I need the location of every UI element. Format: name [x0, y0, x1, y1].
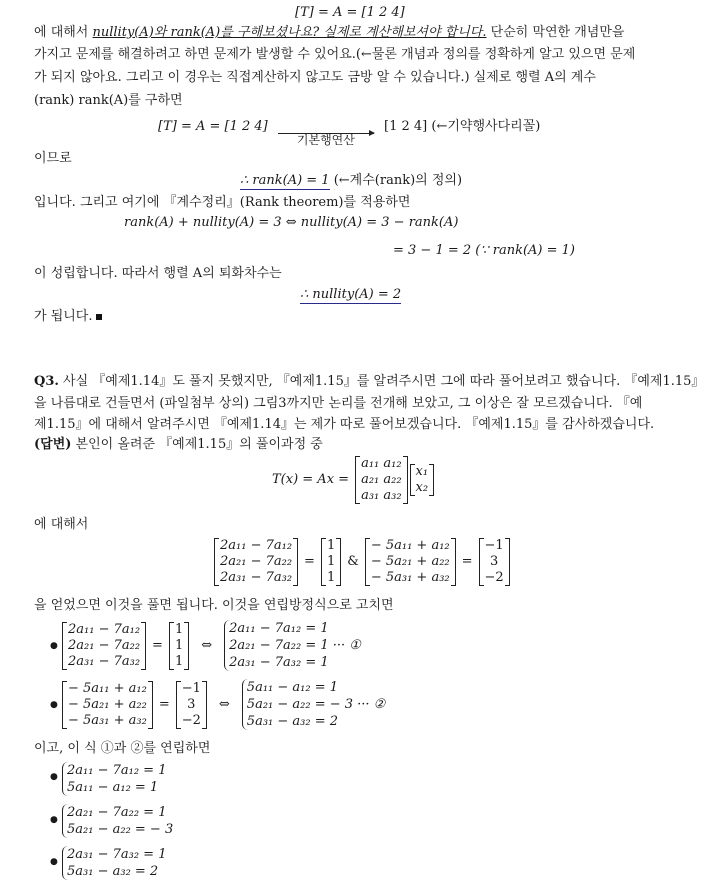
- arrow-label: 기본행연산: [296, 132, 355, 147]
- question-line: Q3. 사실 『예제1.14』도 풀지 못했지만, 『예제1.15』를 알려주시면 그에 따라 풀어보려고 했습니다. 『예제1.15』: [34, 374, 705, 389]
- nullity-result: ∴ nullity(A) = 2: [300, 287, 402, 302]
- bullet-icon: ●: [50, 815, 58, 825]
- matrix-m2: − 5a₁₁ + a₁₂ − 5a₂₁ + a₂₂ − 5a₃₁ + a₃₂: [365, 538, 456, 586]
- pair-system-two: 2a₂₁ − 7a₂₂ = 1 5a₂₁ − a₂₂ = − 3: [62, 804, 173, 838]
- vector-v1: 1 1 1: [169, 622, 189, 670]
- row-reduction-equation: [T] = A = [1 2 4] 기본행연산 [1 2 4] (←기약행사다리꼴): [158, 119, 541, 147]
- vector-v2: −1 3 −2: [176, 681, 207, 729]
- vector-v2: −1 3 −2: [479, 538, 510, 586]
- bullet-icon: ●: [50, 641, 58, 651]
- paragraph-line: 가 됩니다.: [34, 308, 102, 326]
- top-equation: [T] = A = [1 2 4]: [295, 5, 405, 20]
- paragraph-line: 을 얻었으면 이것을 풀면 됩니다. 이것을 연립방정식으로 고치면: [34, 598, 394, 613]
- system-two: − 5a₁₁ + a₁₂ − 5a₂₁ + a₂₂ − 5a₃₁ + a₃₂ = −1 3 −2 ⇔ 5a₁₁ − a₁₂ = 1 5a₂₁ − a₂₂ = − 3 ··· ② 5a₃₁ − a₃₂ = 2: [62, 679, 385, 730]
- system-one: 2a₁₁ − 7a₁₂ 2a₂₁ − 7a₂₂ 2a₃₁ − 7a₃₂ = 1 1 1 ⇔ 2a₁₁ − 7a₁₂ = 1 2a₂₁ − 7a₂₂ = 1 ··· ① 2a₃₁ − 7a₃₂ = 1: [62, 620, 361, 671]
- bullet-icon: ●: [50, 700, 58, 710]
- vector-v1: 1 1 1: [321, 538, 341, 586]
- bullet-icon: ●: [50, 772, 58, 782]
- equation-system: 2a₁₁ − 7a₁₂ = 1 2a₂₁ − 7a₂₂ = 1 ··· ① 2a₃₁ − 7a₃₂ = 1: [224, 620, 361, 671]
- pair-system-one: 2a₁₁ − 7a₁₂ = 1 5a₁₁ − a₁₂ = 1: [62, 762, 166, 796]
- end-mark-icon: [96, 314, 102, 320]
- paragraph-line: 입니다. 그리고 여기에 『계수정리』(Rank theorem)를 적용하면: [34, 195, 411, 210]
- rank-result: ∴ rank(A) = 1 (←계수(rank)의 정의): [240, 173, 463, 188]
- vector-x: x₁ x₂: [410, 464, 435, 496]
- pair-system-three: 2a₃₁ − 7a₃₂ = 1 5a₃₁ − a₃₂ = 2: [62, 846, 166, 880]
- paragraph-line: 에 대해서: [34, 517, 89, 532]
- matrix-equations: 2a₁₁ − 7a₁₂ 2a₂₁ − 7a₂₂ 2a₃₁ − 7a₃₂ = 1 1 1 & − 5a₁₁ + a₁₂ − 5a₂₁ + a₂₂ − 5a₃₁ + a₃₂ = −1 3 −2: [214, 538, 510, 586]
- q3-label: Q3.: [34, 374, 59, 389]
- matrix-m2: − 5a₁₁ + a₁₂ − 5a₂₁ + a₂₂ − 5a₃₁ + a₃₂: [62, 681, 153, 729]
- equation-system: 5a₁₁ − a₁₂ = 1 5a₂₁ − a₂₂ = − 3 ··· ② 5a₃₁ − a₃₂ = 2: [242, 679, 386, 730]
- answer-line: (답변) 본인이 올려준 『예제1.15』의 풀이과정 중: [34, 437, 323, 452]
- paragraph-line: 이 성립합니다. 따라서 행렬 A의 퇴화차수는: [34, 266, 282, 281]
- transform-equation: T(x) = Ax = a₁₁ a₁₂ a₂₁ a₂₂ a₃₁ a₃₂ x₁ x₂: [272, 456, 434, 504]
- paragraph-line: 가 되지 않아요. 그리고 이 경우는 직접계산하지 않고도 금방 알 수 있습니다.) 실제로 행렬 A의 계수: [34, 70, 596, 85]
- question-line: 을 나름대로 건들면서 (파일첨부 상의) 그림3까지만 논리를 전개해 보았고, 그 이상은 잘 모르겠습니다. 『예: [34, 396, 643, 411]
- right-arrow-icon: [278, 133, 374, 134]
- bullet-icon: ●: [50, 857, 58, 867]
- paragraph-line: 에 대해서 nullity(A)와 rank(A)를 구해보셨나요? 실제로 계산해보셔야 합니다. 단순히 막연한 개념만을: [34, 25, 625, 40]
- rank-theorem-result: = 3 − 1 = 2 (∵ rank(A) = 1): [393, 243, 576, 258]
- matrix-m1: 2a₁₁ − 7a₁₂ 2a₂₁ − 7a₂₂ 2a₃₁ − 7a₃₂: [62, 622, 146, 670]
- rank-theorem-equation: rank(A) + nullity(A) = 3 ⇔ nullity(A) = 3 − rank(A): [124, 215, 459, 230]
- paragraph-line: (rank) rank(A)를 구하면: [34, 93, 183, 108]
- paragraph-line: 이고, 이 식 ①과 ②를 연립하면: [34, 741, 211, 756]
- paragraph-line: 이므로: [34, 151, 72, 166]
- question-line: 제1.15』에 대해서 알려주시면 『예제1.14』는 제가 따로 풀어보겠습니다. 『예제1.15』를 감사하겠습니다.: [34, 417, 655, 432]
- matrix-m1: 2a₁₁ − 7a₁₂ 2a₂₁ − 7a₂₂ 2a₃₁ − 7a₃₂: [214, 538, 298, 586]
- paragraph-line: 가지고 문제를 해결하려고 하면 문제가 발생할 수 있어요.(←물론 개념과 정의를 정확하게 알고 있으면 문제: [34, 47, 636, 62]
- matrix-a: a₁₁ a₁₂ a₂₁ a₂₂ a₃₁ a₃₂: [355, 456, 407, 504]
- answer-label: (답변): [34, 437, 72, 452]
